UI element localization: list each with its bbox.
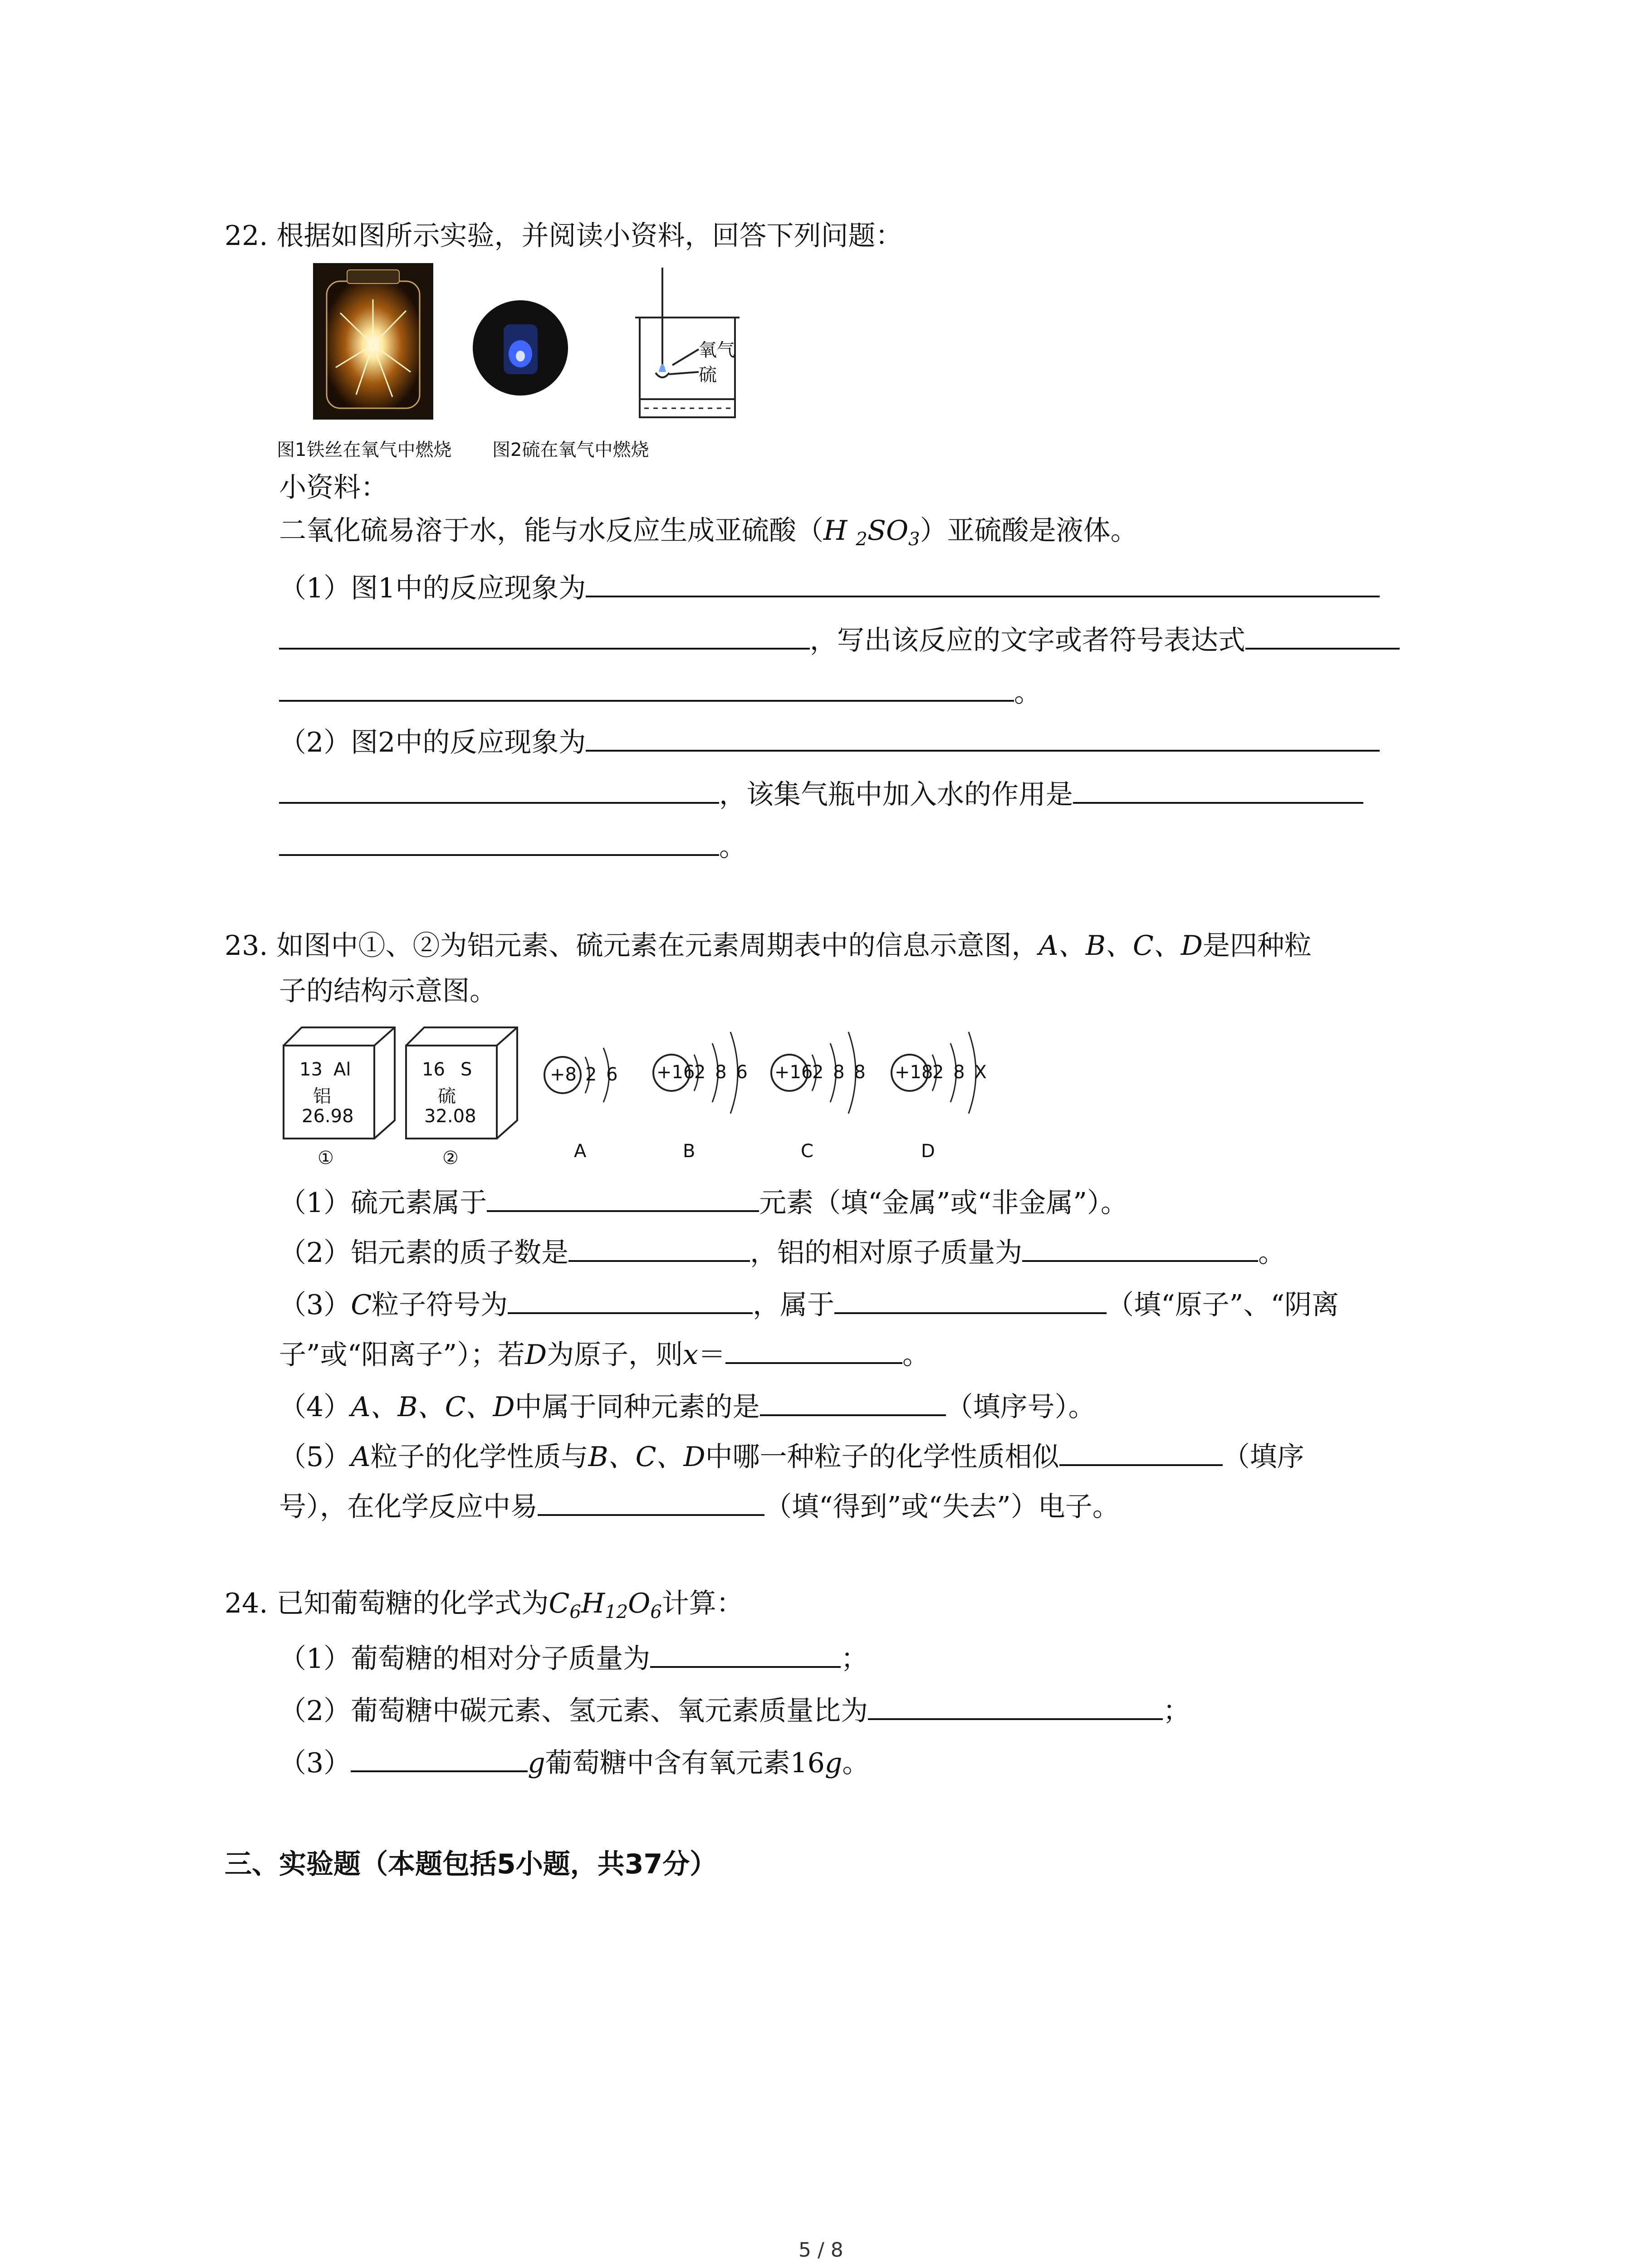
q23-p1-blank[interactable] [487,1184,759,1212]
q22-p1-end: 。 [1014,677,1041,709]
q23-p5-blank2[interactable] [538,1488,764,1516]
q24-part2 [279,1692,1190,1729]
q23-p2-mass-label: ，铝的相对原子质量为 [750,1237,1023,1269]
q22-part2-line2 [279,776,1363,813]
s-symbol: S [460,1059,472,1080]
formula-sub-2: 2 [856,529,867,550]
particle-b-shells: 2 8 6 [694,1062,749,1083]
q24-part1 [279,1640,868,1677]
formula-h: H [581,1588,605,1619]
q23-p3-blank3[interactable] [725,1336,902,1364]
q24-title [225,1585,744,1630]
q23-p3-symbol-label: 粒子符号为 [372,1289,508,1321]
q23-p2-end: 。 [1258,1237,1286,1269]
label-sulfur: 硫 [699,365,717,386]
q24-p3-blank[interactable] [351,1744,528,1772]
q24-p3-unit-g2: g [824,1747,843,1779]
al-symbol: Al [333,1059,351,1080]
q23-part5-line2 [279,1488,1120,1525]
al-name: 铝 [313,1086,331,1107]
q23-p3-equals: ＝ [698,1339,725,1371]
q23-p5-text3: 号），在化学反应中易 [279,1491,538,1523]
q22-part2-line3 [279,828,746,865]
formula-sub-12: 12 [605,1602,628,1623]
q23-p3-hint: （填“原子”、“阴离 [1107,1289,1339,1321]
glucose-formula [549,1588,662,1623]
formula-o: O [628,1588,651,1619]
q22-p2-blank3[interactable] [1073,776,1363,804]
q23-p3-hint-cont: 子”或“阳离子”）；若 [279,1339,525,1371]
particle-c-shells: 2 8 8 [812,1062,867,1083]
q22-part1-line2 [279,621,1400,659]
section3-heading: 三、实验题（本题包括5小题，共37分） [225,1848,717,1880]
formula-h: H [823,515,847,547]
info-text-a: 二氧化硫易溶于水，能与水反应生成亚硫酸（ [279,515,823,547]
info-text-b: ）亚硫酸是液体。 [920,515,1138,547]
q24-p2-blank[interactable] [868,1692,1163,1720]
info-heading: 小资料： [279,472,388,503]
s-atomic-number: 16 [422,1059,445,1080]
figure-gas-jar-diagram [631,268,753,426]
page-number: 5 / 8 [798,2239,843,2262]
q22-p2-blank4[interactable] [279,828,719,856]
formula-sub-6a: 6 [569,1602,581,1623]
q23-p2-label: （2）铝元素的质子数是 [279,1237,569,1269]
q23-p4-text: 中属于同种元素的是 [514,1391,760,1423]
q23-p5-blank1[interactable] [1059,1438,1223,1466]
s-name: 硫 [438,1086,456,1107]
q23-p4-hint: （填序号）。 [945,1391,1096,1423]
particle-b-tag: B [683,1141,696,1162]
q23-part2 [279,1234,1285,1271]
label-oxygen: 氧气 [699,340,735,361]
al-atomic-number: 13 [299,1059,323,1080]
formula-c: C [549,1588,570,1619]
q23-p4-blank[interactable] [760,1388,946,1416]
q23-p1-hint: 元素（填“金属”或“非金属”）。 [759,1187,1128,1219]
q23-p3-label: （3） [279,1289,351,1321]
q22-title: 22. 根据如图所示实验，并阅读小资料，回答下列问题： [225,220,903,252]
element-tile-s [404,1025,522,1145]
q23-title-vars: A、B、C、D [1038,930,1203,962]
q23-p3-var-c: C [351,1289,372,1321]
q22-p1-blank1[interactable] [586,569,1380,597]
q23-p3-end: 。 [902,1339,930,1371]
q23-part4 [279,1388,1096,1425]
q23-title-line1 [225,928,1312,964]
q22-p1-blank3[interactable] [1245,621,1400,650]
formula-so: SO [867,515,909,547]
particle-a-diagram [540,1021,640,1131]
q23-p4-vars: A、B、C、D [351,1391,515,1423]
q22-part1-line3 [279,674,1041,711]
q23-p3-atom-label: 为原子，则 [547,1339,683,1371]
particle-d-tag: D [921,1141,935,1162]
particle-c-nucleus: +16 [774,1062,813,1083]
particle-a-nucleus: +8 [550,1064,577,1085]
q24-p2-label: （2）葡萄糖中碳元素、氢元素、氧元素质量比为 [279,1695,868,1727]
q23-part5-line1 [279,1438,1304,1475]
q24-p2-end: ； [1163,1695,1190,1727]
particle-d-nucleus: +18 [895,1062,933,1083]
q23-p3-belongs-label: ，属于 [753,1289,835,1321]
q24-p1-blank[interactable] [650,1640,841,1668]
formula-sub-3: 3 [908,529,920,550]
q23-p3-blank2[interactable] [834,1286,1107,1314]
q23-p3-var-x: x [683,1339,698,1371]
q23-p3-blank1[interactable] [508,1286,753,1314]
q23-p5-label: （5） [279,1441,351,1473]
q23-p5-hint2: （填“得到”或“失去”）电子。 [764,1491,1120,1523]
q22-part1-line1 [279,569,1380,606]
al-tag: ① [318,1148,334,1168]
q23-p5-vars: B、C、D [588,1441,705,1473]
al-mass: 26.98 [302,1106,354,1127]
info-text [279,513,1138,557]
s-mass: 32.08 [424,1106,476,1127]
q24-p1-label: （1）葡萄糖的相对分子质量为 [279,1643,651,1675]
q22-part2-line1 [279,723,1380,761]
q23-part3-line1 [279,1286,1339,1323]
h2so3-formula [823,515,920,550]
q23-p5-text2: 中哪一种粒子的化学性质相似 [705,1441,1059,1473]
particle-c-tag: C [801,1141,813,1162]
q23-p5-text1: 粒子的化学性质与 [370,1441,588,1473]
q23-part3-line2 [279,1336,930,1373]
q22-p2-water-label: ，该集气瓶中加入水的作用是 [719,779,1073,811]
q22-p1-expression-label: ，写出该反应的文字或者符号表达式 [810,625,1245,656]
particle-b-nucleus: +16 [656,1062,695,1083]
particle-b-diagram [649,1012,758,1136]
q22-p2-label: （2）图2中的反应现象为 [279,727,586,758]
q23-p2-blank1[interactable] [568,1234,750,1262]
q23-p4-label: （4） [279,1391,351,1423]
element-tile-al [281,1025,399,1145]
q23-p3-var-d: D [525,1339,547,1371]
q22-p2-blank1[interactable] [586,723,1380,752]
q23-title-b: 是四种粒 [1202,930,1312,962]
particle-d-diagram [887,1012,996,1136]
q24-p3-text: 葡萄糖中含有氧元素16 [545,1747,825,1779]
q23-title-a: 23. 如图中①、②为铝元素、硫元素在元素周期表中的信息示意图， [225,930,1039,962]
q23-part1 [279,1184,1128,1221]
q24-title-b: 计算： [661,1588,744,1619]
q24-part3 [279,1744,869,1781]
q22-p1-blank4[interactable] [279,674,1014,702]
caption-figure2: 图2硫在氧气中燃烧 [492,440,649,460]
q23-p5-var-a: A [351,1441,371,1473]
q24-title-a: 24. 已知葡萄糖的化学式为 [225,1588,549,1619]
particle-a-shells: 2 6 [585,1064,620,1085]
particle-a-tag: A [574,1141,587,1162]
caption-figure1: 图1铁丝在氧气中燃烧 [277,440,452,460]
particle-c-diagram [767,1012,876,1136]
q24-p3-end: 。 [842,1747,870,1779]
q22-p1-blank2[interactable] [279,621,810,650]
q22-p2-blank2[interactable] [279,776,719,804]
q23-p5-hint: （填序 [1222,1441,1304,1473]
q24-p3-unit-g: g [528,1747,545,1779]
q24-p1-end: ； [841,1643,868,1675]
q22-p1-label: （1）图1中的反应现象为 [279,572,586,604]
q23-p1-label: （1）硫元素属于 [279,1187,487,1219]
q23-title-line2: 子的结构示意图。 [279,975,497,1007]
formula-sub-6b: 6 [650,1602,662,1623]
q23-p2-blank2[interactable] [1022,1234,1258,1262]
q22-p2-end: 。 [719,831,746,863]
q24-p3-label: （3） [279,1747,351,1779]
s-tag: ② [442,1148,459,1168]
figure-sulfur-burning-photo [472,299,569,399]
particle-d-shells: 2 8 X [932,1062,989,1083]
figure-iron-burning [313,263,433,421]
